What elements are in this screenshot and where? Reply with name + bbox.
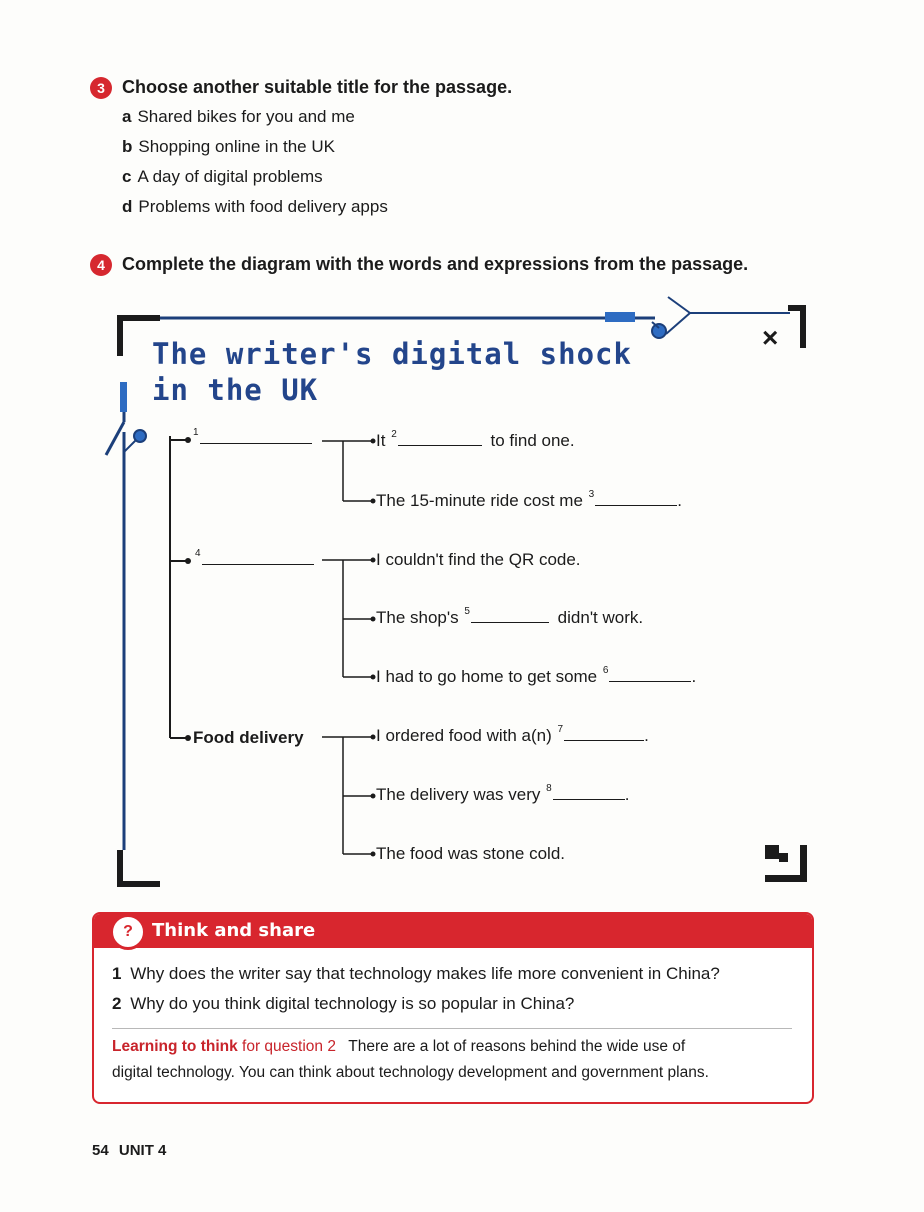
share-question-1 — [112, 964, 720, 984]
question-4-prompt: Complete the diagram with the words and expressions from the passage. — [122, 254, 749, 274]
question-number: 1 — [112, 964, 122, 983]
item-text: The delivery was very — [376, 785, 541, 804]
branch-2-item-1: I couldn't find the QR code. — [376, 550, 581, 569]
tip-label: Learning to think — [112, 1038, 238, 1055]
close-icon: × — [762, 322, 779, 353]
think-and-share-box — [92, 912, 814, 1104]
item-text: The 15-minute ride cost me — [376, 491, 583, 510]
divider — [112, 1028, 792, 1029]
item-text: . — [644, 726, 649, 745]
blank-number: 4 — [195, 548, 201, 559]
branch-1-item-1 — [376, 431, 575, 451]
item-text: . — [677, 491, 682, 510]
answer-blank[interactable] — [595, 491, 677, 506]
branch-1-item-2 — [376, 491, 682, 511]
question-number: 2 — [112, 994, 122, 1013]
item-text: . — [624, 785, 630, 804]
tip-text-2: digital technology. You can think about technology development and government plans. — [112, 1064, 709, 1081]
branch-2-blank[interactable] — [194, 550, 314, 570]
tip-ref: for question 2 — [242, 1038, 336, 1055]
answer-blank[interactable] — [609, 667, 691, 682]
think-icon: ? — [110, 914, 146, 950]
question-4-number: 4 — [90, 254, 112, 276]
option-letter: b — [122, 137, 133, 156]
tip-text-1: There are a lot of reasons behind the wide use of — [348, 1038, 686, 1055]
branch-2-item-2 — [376, 608, 643, 628]
item-text: It — [376, 431, 386, 450]
question-3-prompt: Choose another suitable title for the passage. — [122, 77, 513, 97]
question-text: Why does the writer say that technology makes life more convenient in China? — [130, 964, 720, 983]
page-number: 54 — [92, 1142, 109, 1159]
item-text: . — [691, 667, 697, 686]
question-3-number: 3 — [90, 77, 112, 99]
option-text: Shopping online in the UK — [138, 137, 335, 156]
option-text: A day of digital problems — [137, 167, 323, 186]
blank-number: 5 — [464, 606, 470, 617]
answer-blank[interactable] — [471, 608, 549, 623]
blank-number: 8 — [546, 783, 552, 794]
unit-label: UNIT 4 — [118, 1142, 167, 1159]
branch-2-item-3 — [376, 667, 696, 687]
answer-blank[interactable] — [553, 785, 625, 800]
item-text: I ordered food with a(n) — [376, 726, 552, 745]
diagram-title-line2: in the UK — [152, 373, 319, 407]
share-question-2 — [112, 994, 574, 1014]
item-text: to find one. — [490, 431, 575, 450]
item-text: The shop's — [376, 608, 459, 627]
branch-3-item-3: The food was stone cold. — [376, 844, 566, 863]
branch-3-item-1 — [376, 726, 649, 746]
question-text: Why do you think digital technology is so popular in China? — [130, 994, 575, 1013]
blank-number: 7 — [557, 724, 564, 735]
branch-1-blank[interactable] — [192, 429, 312, 449]
diagram-title-line1: The writer's digital shock — [152, 337, 632, 371]
blank-number: 1 — [193, 427, 199, 438]
option-letter: a — [122, 107, 132, 126]
item-text: didn't work. — [557, 608, 644, 627]
item-text: I had to go home to get some — [376, 667, 598, 686]
branch-3-item-2 — [376, 785, 629, 805]
learning-tip — [112, 1038, 685, 1056]
think-and-share-title: Think and share — [152, 920, 316, 941]
answer-blank[interactable] — [398, 431, 482, 446]
branch-3-label: Food delivery — [193, 728, 304, 747]
page-footer — [92, 1142, 166, 1159]
blank-number: 2 — [391, 429, 397, 440]
option-text: Problems with food delivery apps — [138, 197, 388, 216]
answer-blank[interactable] — [564, 726, 644, 741]
option-letter: d — [122, 197, 133, 216]
blank-number: 6 — [602, 665, 609, 676]
blank-number: 3 — [588, 489, 595, 500]
option-text: Shared bikes for you and me — [137, 107, 355, 126]
option-letter: c — [122, 167, 132, 186]
